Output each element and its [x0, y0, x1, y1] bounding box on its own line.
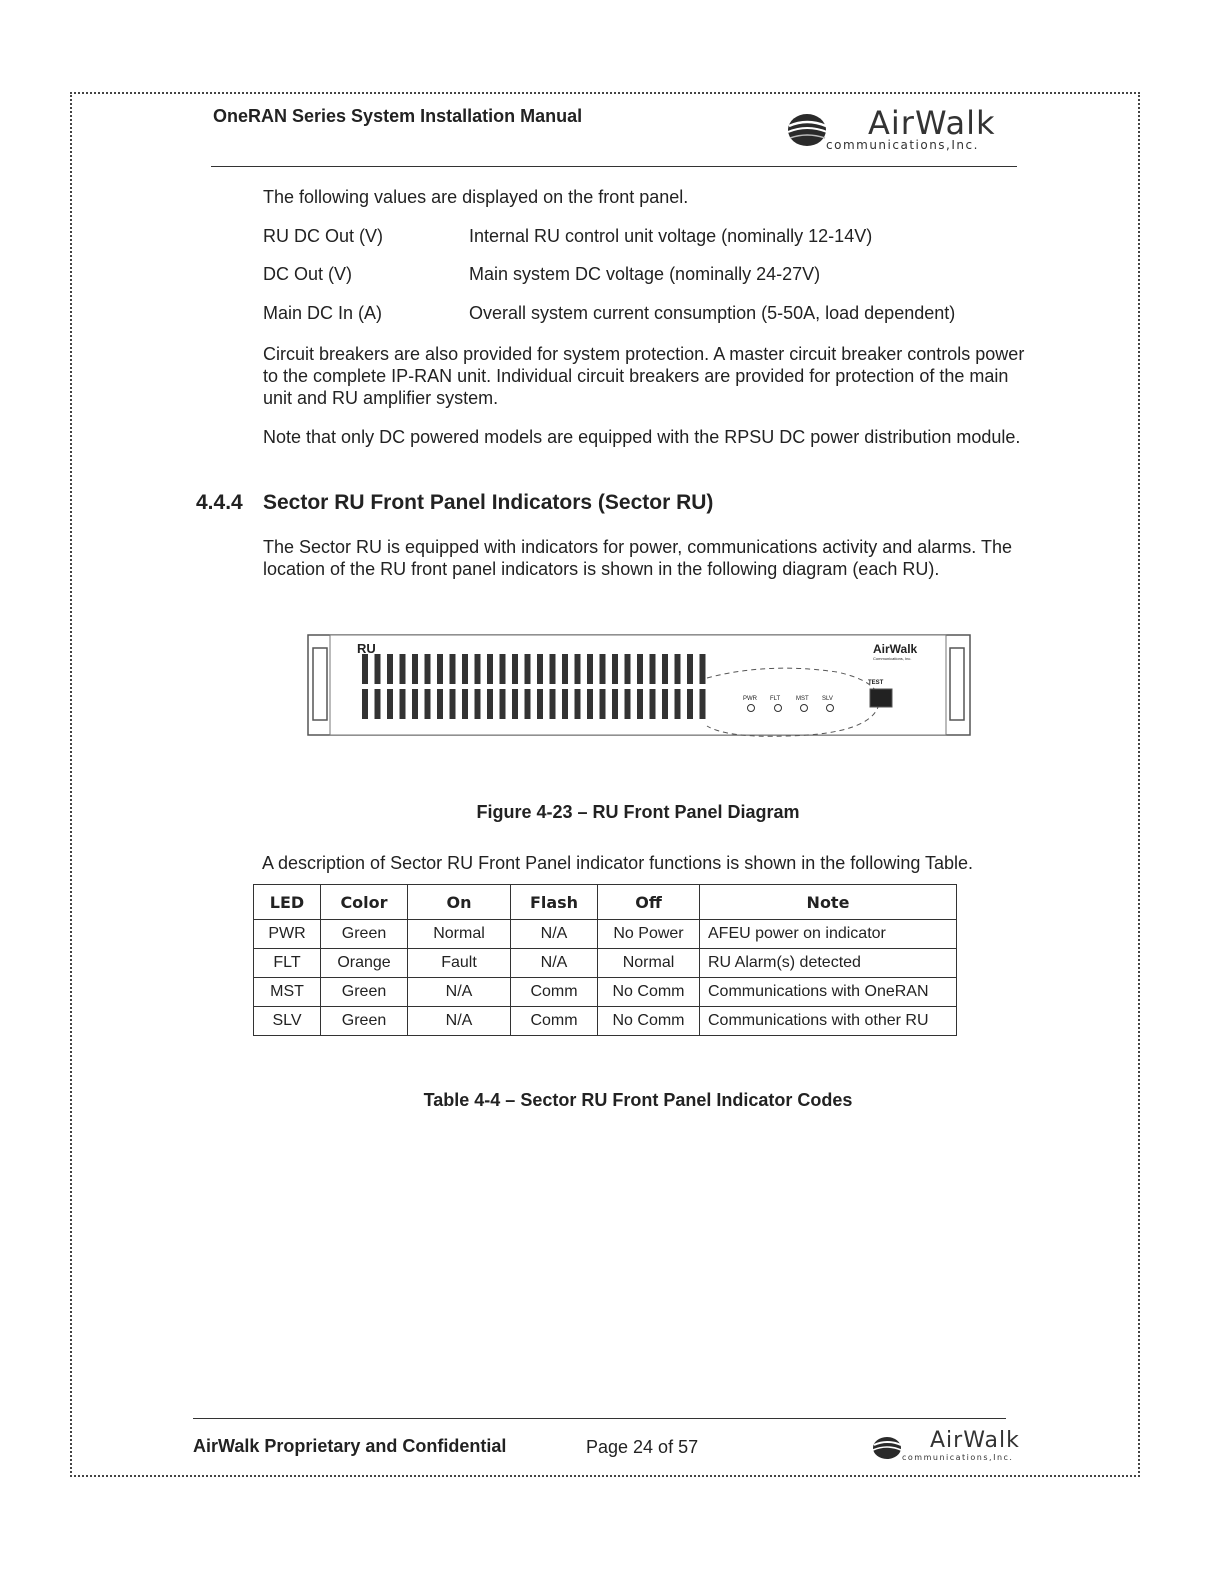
vent-slot — [525, 654, 531, 684]
vent-slot — [412, 654, 418, 684]
th-color: Color — [321, 885, 408, 920]
vent-slot — [700, 689, 706, 719]
vent-slot — [475, 689, 481, 719]
cell-color: Green — [321, 1007, 408, 1036]
header-logo-word: AirWalk — [868, 104, 996, 142]
led-label-flt: FLT — [770, 696, 781, 702]
cell-note: RU Alarm(s) detected — [700, 949, 957, 978]
footer-logo — [872, 1428, 1032, 1464]
cell-led: SLV — [254, 1007, 321, 1036]
table-intro: A description of Sector RU Front Panel indicator functions is shown in the following Table. — [262, 853, 974, 873]
cell-color: Orange — [321, 949, 408, 978]
vent-slot — [487, 689, 493, 719]
cell-off: No Comm — [598, 978, 700, 1007]
vent-slot — [650, 654, 656, 684]
def-desc: Internal RU control unit voltage (nominally 12-14V) — [469, 226, 873, 246]
section-intro: The Sector RU is equipped with indicators for power, communications activity and alarms. The location of the RU front panel indicators is shown in the following diagram (each RU). — [263, 537, 1013, 579]
intro-text: The following values are displayed on the front panel. — [263, 187, 689, 207]
vent-slot — [637, 689, 643, 719]
vent-slot — [425, 689, 431, 719]
cell-flash: N/A — [511, 949, 598, 978]
cell-flash: N/A — [511, 920, 598, 949]
header-logo-sub: communications,Inc. — [826, 138, 979, 152]
cell-flash: Comm — [511, 1007, 598, 1036]
vent-slot — [600, 689, 606, 719]
diagram-brand-sub: Communications, Inc. — [873, 656, 912, 661]
vent-slot — [600, 654, 606, 684]
cell-note: AFEU power on indicator — [700, 920, 957, 949]
table-header-row — [254, 885, 957, 920]
vent-slot — [500, 654, 506, 684]
ru-front-panel-diagram — [307, 634, 971, 738]
vent-slot — [537, 689, 543, 719]
vent-slot — [675, 689, 681, 719]
th-flash: Flash — [511, 885, 598, 920]
vent-slot — [525, 689, 531, 719]
header-title: OneRAN Series System Installation Manual — [213, 106, 583, 126]
led-slv-indicator — [826, 704, 834, 712]
cell-led: MST — [254, 978, 321, 1007]
vent-slot — [662, 689, 668, 719]
cell-note: Communications with other RU — [700, 1007, 957, 1036]
vent-slot — [387, 654, 393, 684]
vent-slot — [537, 654, 543, 684]
cell-off: No Comm — [598, 1007, 700, 1036]
th-led: LED — [254, 885, 321, 920]
vent-slot — [475, 654, 481, 684]
cell-led: FLT — [254, 949, 321, 978]
vent-slot — [400, 654, 406, 684]
vent-slot — [487, 654, 493, 684]
vent-slot — [425, 654, 431, 684]
cell-on: Fault — [408, 949, 511, 978]
cell-flash: Comm — [511, 978, 598, 1007]
cell-on: N/A — [408, 1007, 511, 1036]
vent-slot — [375, 654, 381, 684]
table-row — [254, 949, 957, 978]
led-label-mst: MST — [796, 696, 809, 702]
led-mst-indicator — [800, 704, 808, 712]
vent-slot — [687, 654, 693, 684]
test-button-label: TEST — [868, 680, 884, 686]
vent-slot — [512, 689, 518, 719]
ru-panel-drawing — [307, 634, 971, 738]
airwalk-globe-icon — [872, 1433, 902, 1461]
vent-slot — [700, 654, 706, 684]
th-on: On — [408, 885, 511, 920]
led-label-slv: SLV — [822, 696, 833, 702]
cell-color: Green — [321, 920, 408, 949]
vent-slot — [650, 689, 656, 719]
vent-slot — [675, 654, 681, 684]
table-row — [254, 978, 957, 1007]
indicator-table — [253, 884, 957, 1036]
section-number: 4.4.4 — [196, 491, 243, 514]
led-flt-indicator — [774, 704, 782, 712]
vent-slot — [550, 689, 556, 719]
vent-slot — [562, 654, 568, 684]
airwalk-globe-icon — [786, 108, 828, 150]
th-note: Note — [700, 885, 957, 920]
def-desc: Overall system current consumption (5-50A, load dependent) — [469, 303, 956, 323]
def-term: Main DC In (A) — [263, 303, 383, 323]
header-rule — [211, 166, 1017, 167]
th-off: Off — [598, 885, 700, 920]
vent-slot — [625, 654, 631, 684]
para-note: Note that only DC powered models are equipped with the RPSU DC power distribution module. — [263, 427, 1021, 447]
vent-slot — [462, 689, 468, 719]
cell-off: No Power — [598, 920, 700, 949]
para-breakers: Circuit breakers are also provided for system protection. A master circuit breaker controls power to the complete IP-RAN unit. Individual circuit breakers are provided for protection of the main unit and RU amplifier system. — [263, 344, 1025, 408]
def-term: RU DC Out (V) — [263, 226, 384, 246]
cell-color: Green — [321, 978, 408, 1007]
led-pwr-indicator — [747, 704, 755, 712]
diagram-brand: AirWalk — [873, 642, 918, 656]
cell-note: Communications with OneRAN — [700, 978, 957, 1007]
vent-slot — [500, 689, 506, 719]
vent-slot — [612, 689, 618, 719]
led-label-pwr: PWR — [743, 696, 757, 702]
vent-slot — [462, 654, 468, 684]
footer-logo-sub: communications,Inc. — [902, 1453, 1014, 1462]
vent-slot — [375, 689, 381, 719]
vent-slot — [437, 689, 443, 719]
vent-slot — [587, 689, 593, 719]
vent-slot — [562, 689, 568, 719]
cell-on: N/A — [408, 978, 511, 1007]
table-row — [254, 920, 957, 949]
ru-label: RU — [357, 641, 376, 656]
vent-slot — [687, 689, 693, 719]
vent-slot — [412, 689, 418, 719]
footer-logo-word: AirWalk — [930, 1428, 1020, 1453]
vent-slot — [512, 654, 518, 684]
def-term: DC Out (V) — [263, 264, 353, 284]
vent-slot — [450, 689, 456, 719]
page-border — [70, 92, 1140, 1477]
cell-on: Normal — [408, 920, 511, 949]
vent-slot — [637, 654, 643, 684]
table-row — [254, 1007, 957, 1036]
vent-slot — [450, 654, 456, 684]
def-desc: Main system DC voltage (nominally 24-27V) — [469, 264, 821, 284]
vent-slot — [437, 654, 443, 684]
vent-slot — [575, 654, 581, 684]
vent-slot — [362, 654, 368, 684]
vent-slot — [575, 689, 581, 719]
header-logo — [786, 104, 1018, 154]
vent-slot — [400, 689, 406, 719]
vent-slot — [362, 689, 368, 719]
vent-slot — [612, 654, 618, 684]
vent-slot — [587, 654, 593, 684]
vent-slot — [662, 654, 668, 684]
table-caption: Table 4-4 – Sector RU Front Panel Indicator Codes — [423, 1090, 853, 1110]
footer-confidential: AirWalk Proprietary and Confidential — [193, 1436, 507, 1456]
cell-led: PWR — [254, 920, 321, 949]
vent-slot — [550, 654, 556, 684]
footer-page-number: Page 24 of 57 — [586, 1437, 699, 1457]
vent-slot — [625, 689, 631, 719]
section-title: Sector RU Front Panel Indicators (Sector RU) — [263, 491, 714, 514]
cell-off: Normal — [598, 949, 700, 978]
vent-slot — [387, 689, 393, 719]
figure-caption: Figure 4-23 – RU Front Panel Diagram — [476, 802, 800, 822]
footer-rule — [193, 1418, 1006, 1419]
